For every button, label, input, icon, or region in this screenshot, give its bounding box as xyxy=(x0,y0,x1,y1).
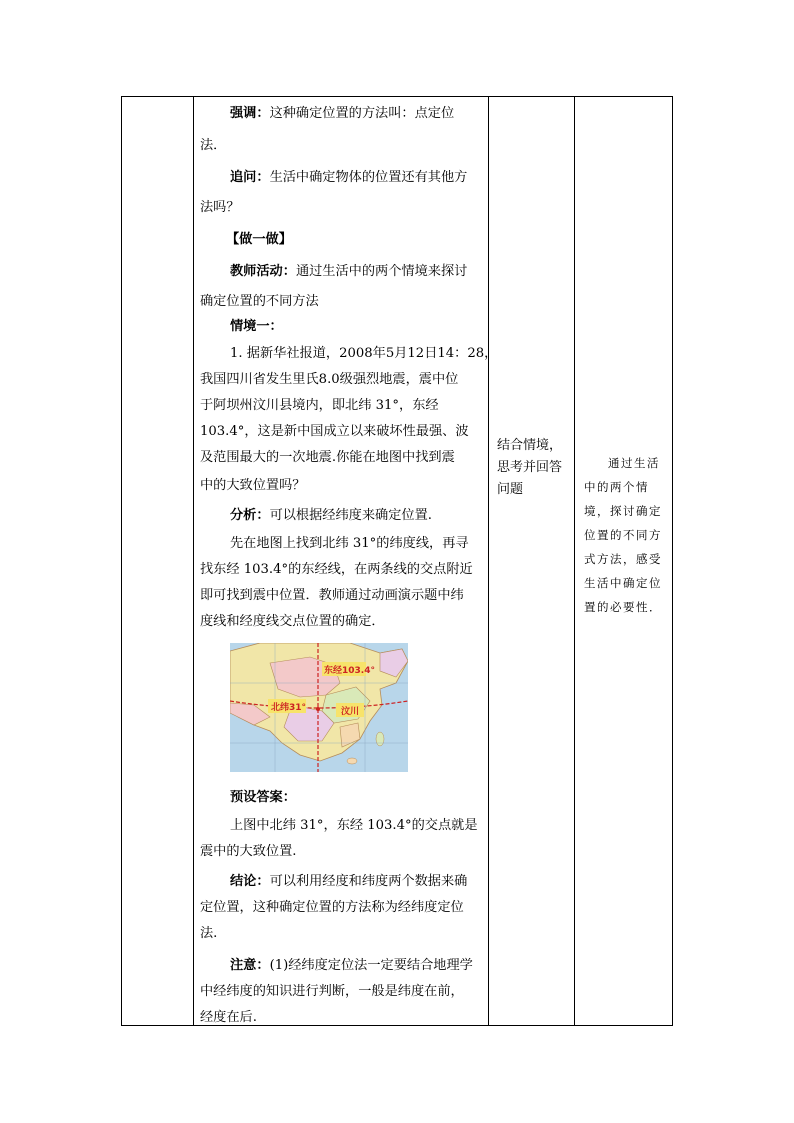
map-label-north: 北纬31° xyxy=(271,703,307,713)
note-line: 经度在后. xyxy=(200,1010,257,1025)
emphasis-label: 强调： xyxy=(230,106,270,121)
preset-answer-line: 震中的大致位置. xyxy=(200,844,297,859)
analysis-label: 分析： xyxy=(230,508,270,523)
student-activity-line: 问题 xyxy=(497,482,524,497)
china-map-image xyxy=(230,643,408,772)
teacher-activity-text: 通过生活中的两个情境来探讨 xyxy=(295,264,468,279)
lesson-table xyxy=(121,96,673,1026)
column-divider xyxy=(193,97,194,1025)
analysis-line: 找东经 103.4°的东经线，在两条线的交点附近 xyxy=(200,562,473,577)
scene-line: 我国四川省发生里氏8.0级强烈地震，震中位 xyxy=(200,372,459,387)
teaching-content-column xyxy=(200,97,498,1025)
map-graphic xyxy=(230,643,408,772)
followup-label: 追问： xyxy=(230,170,270,185)
preset-answer-label: 预设答案： xyxy=(230,790,296,805)
scene-label: 情境一： xyxy=(230,319,283,334)
note-line: 中经纬度的知识进行判断，一般是纬度在前， xyxy=(200,984,464,999)
note-label: 注意： xyxy=(230,958,270,973)
scene-line: 103.4°，这是新中国成立以来破坏性最强、波 xyxy=(200,424,469,439)
teacher-activity-continuation: 确定位置的不同方法 xyxy=(200,294,319,309)
scene-line: 及范围最大的一次地震.你能在地图中找到震 xyxy=(200,450,455,465)
followup-continuation: 法吗？ xyxy=(200,200,240,215)
conclusion-label: 结论： xyxy=(230,874,270,889)
analysis-line: 先在地图上找到北纬 31°的纬度线，再寻 xyxy=(230,536,469,551)
emphasis-continuation: 法． xyxy=(200,138,227,153)
analysis-line: 即可找到震中位置．教师通过动画演示题中纬 xyxy=(200,588,464,603)
conclusion-paragraph xyxy=(230,873,520,891)
scene-line: 中的大致位置吗？ xyxy=(200,478,306,493)
map-label-city: 汶川 xyxy=(341,707,360,717)
scene-line: 于阿坝州汶川县境内，即北纬 31°，东经 xyxy=(200,398,439,413)
preset-answer-line: 上图中北纬 31°，东经 103.4°的交点就是 xyxy=(230,818,478,833)
followup-paragraph xyxy=(230,169,520,187)
analysis-line: 度线和经度线交点位置的确定． xyxy=(200,614,385,629)
conclusion-line: 法. xyxy=(200,926,218,941)
design-intent-line: 式方法，感受 xyxy=(584,552,662,566)
emphasis-paragraph xyxy=(230,105,520,123)
analysis-text: 可以根据经纬度来确定位置. xyxy=(269,508,433,523)
design-intent-column xyxy=(584,451,670,619)
design-intent-line: 通过生活 xyxy=(608,456,660,470)
conclusion-line: 定位置，这种确定位置的方法称为经纬度定位 xyxy=(200,900,464,915)
student-activity-column xyxy=(497,435,577,501)
teacher-activity-paragraph xyxy=(230,263,520,281)
student-activity-line: 结合情境， xyxy=(497,438,563,453)
analysis-paragraph xyxy=(230,507,520,525)
teacher-activity-label: 教师活动： xyxy=(230,264,296,279)
design-intent-line: 生活中确定位 xyxy=(584,576,662,590)
map-label-east: 东经103.4° xyxy=(324,666,375,676)
design-intent-line: 境，探讨确定 xyxy=(584,504,662,518)
note-text: (1)经纬度定位法一定要结合地理学 xyxy=(269,958,473,973)
student-activity-line: 思考并回答 xyxy=(497,460,563,475)
design-intent-line: 中的两个情 xyxy=(584,480,649,494)
emphasis-text: 这种确定位置的方法叫：点定位 xyxy=(269,106,455,121)
column-divider xyxy=(574,97,575,1025)
scene-line: 1. 据新华社报道，2008年5月12日14：28， xyxy=(230,346,498,361)
followup-text: 生活中确定物体的位置还有其他方 xyxy=(269,170,468,185)
section-title: 【做一做】 xyxy=(226,232,292,247)
conclusion-text: 可以利用经度和纬度两个数据来确 xyxy=(269,874,468,889)
design-intent-line: 位置的不同方 xyxy=(584,528,662,542)
note-paragraph xyxy=(230,957,520,975)
design-intent-line: 置的必要性． xyxy=(584,600,662,614)
